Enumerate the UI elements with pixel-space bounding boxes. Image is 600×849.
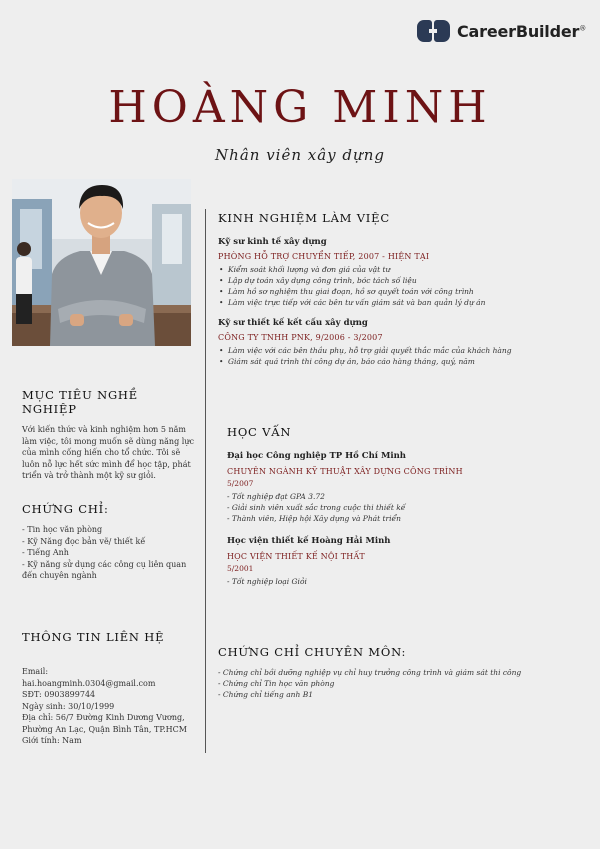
school-achievement: - Giải sinh viên xuất sắc trong cuộc thi thiết kế <box>227 503 406 512</box>
school-achievement: - Thành viên, Hiệp hội Xây dựng và Phát triển <box>227 514 401 523</box>
candidate-name: HOÀNG MINH <box>108 82 492 133</box>
objective-title: MỤC TIÊU NGHỀ NGHIỆP <box>22 388 138 416</box>
column-divider <box>205 209 206 753</box>
certificate-item: - Chứng chỉ Tin học văn phòng <box>218 679 335 688</box>
objective-text: Với kiến thức và kinh nghiệm hơn 5 năm làm việc, tôi mong muốn sẽ dùng năng lực của mình cống hiến cho tổ chức. Tôi sẽ luôn nỗ lực hết sức mình để học tập, phát triển và trở thành một kỹ sư giỏi. <box>22 425 194 480</box>
job-duty: • Làm việc với các bên thầu phụ, hỗ trợ giải quyết thắc mắc của khách hàng <box>228 345 590 356</box>
email-value: hai.hoangminh.0304@gmail.com <box>22 678 156 688</box>
address-value: Địa chỉ: 56/7 Đường Kinh Dương Vương, Phường An Lạc, Quận Bình Tân, TP.HCM <box>22 713 187 734</box>
certificate-item: - Chứng chỉ tiếng anh B1 <box>218 690 313 699</box>
education-title: HỌC VẤN <box>227 425 292 439</box>
experience-section <box>218 211 590 367</box>
school-name: Học viện thiết kế Hoàng Hải Minh <box>227 536 391 546</box>
skill-item: - Tiếng Anh <box>22 548 69 557</box>
school-entry <box>227 536 599 587</box>
profile-photo <box>12 179 191 346</box>
school-date: 5/2007 <box>227 479 254 488</box>
school-achievement: - Tốt nghiệp loại Giỏi <box>227 577 307 586</box>
email-label: Email: <box>22 667 49 676</box>
job-duty: • Kiểm soát khối lượng và đơn giá của vật tư <box>228 264 590 275</box>
job-duties <box>218 264 590 308</box>
skill-item: - Kỹ Năng đọc bản vẽ/ thiết kế <box>22 536 146 546</box>
experience-title: KINH NGHIỆM LÀM VIỆC <box>218 211 390 225</box>
phone-value: SĐT: 0903899744 <box>22 690 96 699</box>
school-name: Đại học Công nghiệp TP Hồ Chí Minh <box>227 451 406 461</box>
certificates-list <box>218 667 590 700</box>
job-entry <box>218 318 590 367</box>
certificates-title: CHỨNG CHỈ CHUYÊN MÔN: <box>218 645 407 659</box>
skill-item: - Tin học văn phòng <box>22 525 103 534</box>
job-title: Kỹ sư kinh tế xây dựng <box>218 237 327 247</box>
school-entry <box>227 451 599 524</box>
skills-title: CHỨNG CHỈ: <box>22 502 109 516</box>
contact-title: THÔNG TIN LIÊN HỆ <box>22 630 165 644</box>
job-duties <box>218 345 590 367</box>
job-company: CÔNG TY TNHH PNK, 9/2006 - 3/2007 <box>218 333 383 342</box>
school-achievements <box>227 576 599 587</box>
careerbuilder-logo <box>417 20 586 42</box>
skill-item: - Kỹ năng sử dụng các công cụ liên quan đến chuyên ngành <box>22 559 187 580</box>
certificates-section <box>218 645 590 700</box>
school-achievement: - Tốt nghiệp đạt GPA 3.72 <box>227 492 325 501</box>
brand-name: CareerBuilder <box>457 21 580 41</box>
certificate-item: - Chứng chỉ bồi dưỡng nghiệp vụ chỉ huy trưởng công trình và giám sát thi công <box>218 668 522 677</box>
job-duty: • Lập dự toán xây dựng công trình, bóc tách số liệu <box>228 275 590 286</box>
school-achievements <box>227 491 599 524</box>
dob-value: Ngày sinh: 30/10/1999 <box>22 701 115 711</box>
education-section <box>227 425 599 587</box>
skills-section <box>22 502 197 582</box>
skills-list <box>22 524 197 582</box>
contact-section <box>22 630 197 747</box>
job-title: Kỹ sư thiết kế kết cấu xây dựng <box>218 318 368 328</box>
school-major: CHUYÊN NGÀNH KỸ THUẬT XÂY DỰNG CÔNG TRÌNH <box>227 467 463 476</box>
job-duty: • Giám sát quá trình thi công dự án, báo cáo hàng tháng, quý, năm <box>228 356 590 367</box>
job-company: PHÒNG HỖ TRỢ CHUYỂN TIẾP, 2007 - HIỆN TẠI <box>218 252 430 261</box>
gender-value: Giới tính: Nam <box>22 736 82 745</box>
job-entry <box>218 237 590 308</box>
school-major: HỌC VIỆN THIẾT KẾ NỘI THẤT <box>227 552 365 561</box>
candidate-role: Nhân viên xây dựng <box>215 146 385 164</box>
school-date: 5/2001 <box>227 564 254 573</box>
careerbuilder-logo-icon <box>417 20 450 42</box>
brand-mark: ® <box>579 24 586 33</box>
objective-section <box>22 388 197 482</box>
job-duty: • Làm hồ sơ nghiệm thu giai đoạn, hồ sơ quyết toán với công trình <box>228 286 590 297</box>
job-duty: • Làm việc trực tiếp với các bên tư vấn giám sát và ban quản lý dự án <box>228 297 590 308</box>
